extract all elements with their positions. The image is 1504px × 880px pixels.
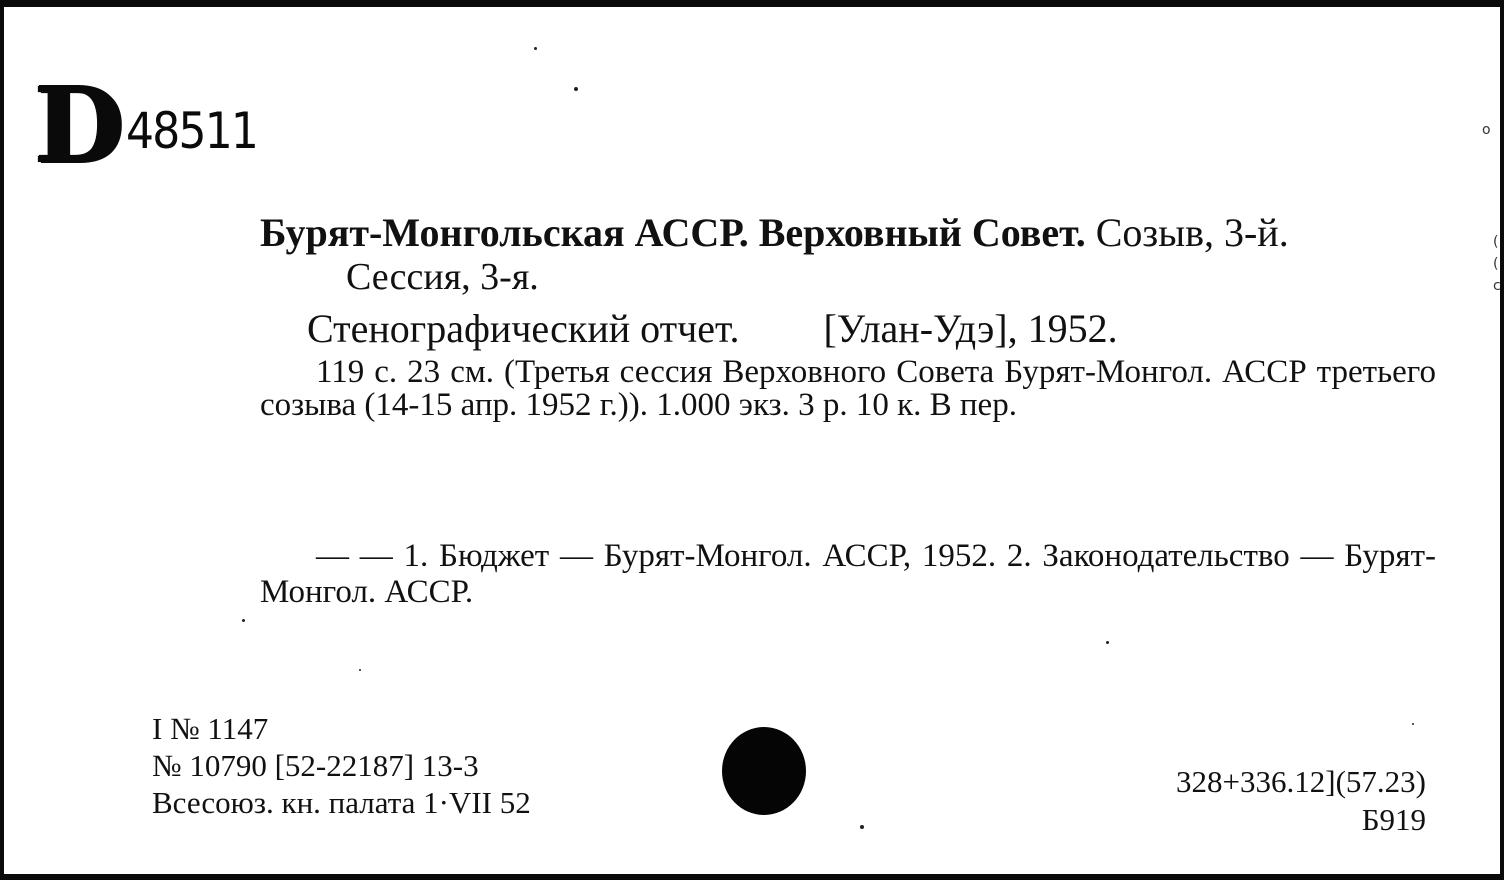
- cutter-number: Б919: [1361, 802, 1426, 837]
- title-statement: [307, 305, 1118, 353]
- title: Стенографический отчет.: [307, 306, 740, 351]
- scan-speck: [242, 619, 245, 622]
- call-number: [34, 63, 275, 186]
- registry-line-2: № 10790 [52-22187] 13-3: [152, 748, 479, 783]
- edge-mark: (: [1493, 256, 1499, 272]
- heading: [260, 210, 1436, 256]
- corporate-body: Верховный Совет.: [758, 210, 1086, 255]
- subjects-text: — — 1. Бюджет — Бурят-Монгол. АССР, 1952. 2. Законодательство — Бурят-Монгол. АССР.: [260, 538, 1436, 610]
- scan-speck: [1106, 641, 1109, 644]
- subject-headings: [260, 538, 1436, 610]
- registry-line-3: Всесоюз. кн. палата 1·VII 52: [152, 785, 531, 820]
- scan-speck: [1412, 723, 1414, 725]
- call-number-letter: D: [34, 63, 123, 186]
- card-registry: [152, 710, 531, 821]
- scan-speck: [574, 87, 578, 91]
- classification-number: 328+336.12](57.23): [1176, 764, 1426, 799]
- classification-block: [1176, 763, 1426, 839]
- collation: [260, 356, 1436, 422]
- punch-hole: [722, 727, 806, 815]
- edge-mark: (: [1493, 234, 1499, 250]
- imprint: [Улан-Удэ], 1952.: [823, 306, 1118, 351]
- collation-text: 119 с. 23 см. (Третья сессия Верховного Совета Бурят-Монгол. АССР третьего созыва (14-15 апр. 1952 г.)). 1.000 экз. 3 р. 10 к. В пер.: [260, 354, 1436, 423]
- registry-line-1: I № 1147: [152, 711, 269, 746]
- convocation: Созыв, 3-й.: [1095, 210, 1289, 255]
- call-number-digits: 48511: [126, 102, 258, 160]
- edge-mark: c: [1493, 278, 1501, 294]
- scan-speck: [359, 669, 361, 671]
- session: Сессия, 3-я.: [346, 256, 539, 298]
- edge-mark: o: [1482, 122, 1491, 138]
- scan-speck: [860, 825, 864, 829]
- scan-speck: [534, 47, 537, 50]
- corporate-author: Бурят-Монгольская АССР.: [260, 210, 749, 255]
